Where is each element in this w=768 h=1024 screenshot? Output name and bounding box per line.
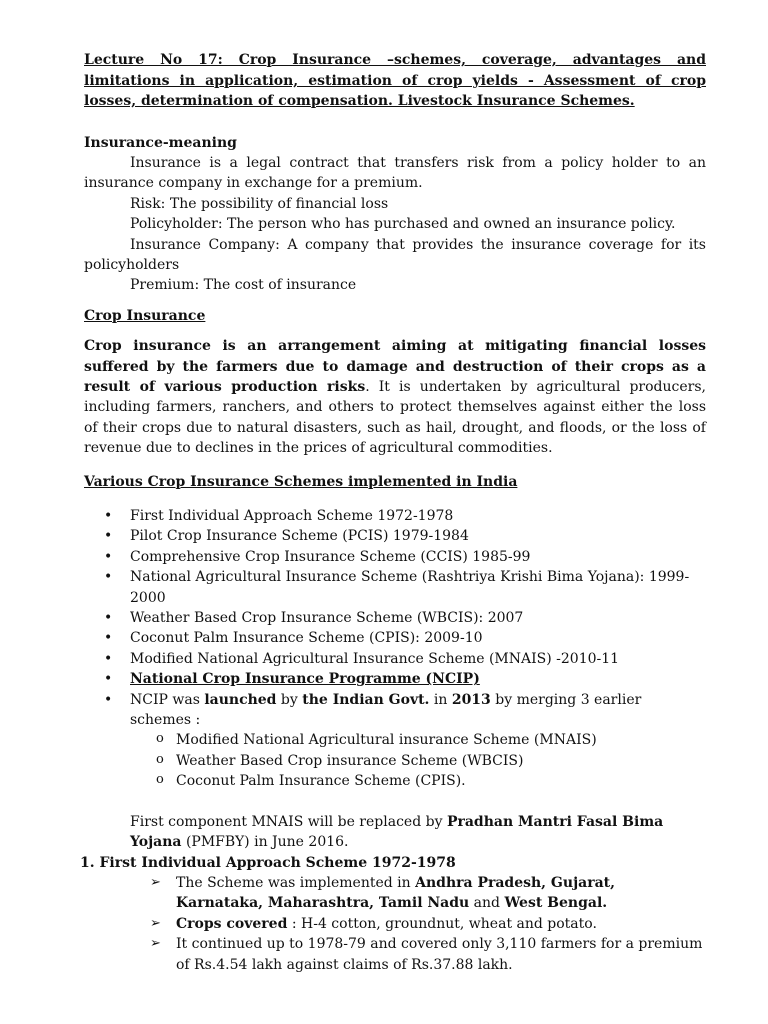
- scheme-item: Modified National Agricultural Insurance Scheme (MNAIS) -2010-11: [130, 650, 620, 667]
- bullet-icon: •: [104, 650, 113, 667]
- merged-scheme-item: Coconut Palm Insurance Scheme (CPIS).: [176, 773, 466, 790]
- scheme-item: National Agricultural Insurance Scheme (Rashtriya Krishi Bima Yojana): 1999-2000: [130, 569, 690, 606]
- ncip-govt: the Indian Govt.: [302, 691, 430, 708]
- ncip-text: by merging 3 earlier schemes :: [130, 691, 642, 729]
- item-text: The Scheme was implemented in: [176, 874, 416, 891]
- lecture-title: Lecture No 17: Crop Insurance –schemes, coverage, advantages and limitations in application, estimation of crop yields - Assessment of crop losses, determination of compensation. Livestock Insurance Schemes.: [84, 52, 706, 109]
- policyholder-definition: Policyholder: The person who has purchased and owned an insurance policy.: [130, 216, 676, 233]
- pmfby-name: Pradhan Mantri Fasal Bima Yojana: [130, 813, 664, 851]
- arrow-bullet-icon: ➢: [150, 874, 161, 890]
- crops-covered-text: : H-4 cotton, groundnut, wheat and potato.: [287, 915, 597, 932]
- list-item: [84, 547, 706, 567]
- mnais-note: [84, 812, 706, 853]
- arrow-bullet-icon: ➢: [150, 936, 161, 952]
- bullet-icon: •: [104, 508, 113, 524]
- coverage-text: It continued up to 1978-79 and covered only 3,110 farmers for a premium of Rs.4.54 lakh against claims of Rs.37.88 lakh.: [176, 936, 703, 973]
- mnais-note-text: First component MNAIS will be replaced by: [130, 813, 447, 830]
- list-item: [84, 649, 706, 669]
- scheme-item: Weather Based Crop Insurance Scheme (WBCIS): 2007: [130, 610, 524, 627]
- risk-definition: Risk: The possibility of financial loss: [130, 195, 389, 212]
- circle-bullet-icon: o: [156, 772, 164, 788]
- list-item: [84, 567, 706, 608]
- list-item: [84, 934, 706, 975]
- premium-definition: Premium: The cost of insurance: [130, 277, 357, 294]
- list-item: [84, 526, 706, 546]
- scheme-list: [84, 506, 706, 669]
- crop-insurance-heading: Crop Insurance: [84, 307, 206, 324]
- section1-heading: 1. First Individual Approach Scheme 1972-1978: [80, 854, 456, 871]
- list-item: [84, 506, 706, 526]
- list-item: [84, 873, 706, 914]
- item-text: and: [469, 895, 505, 912]
- scheme-item: Pilot Crop Insurance Scheme (PCIS) 1979-1984: [130, 528, 469, 545]
- crop-insurance-paragraph: [84, 336, 706, 458]
- merged-schemes-list: [84, 730, 706, 791]
- list-item: [84, 669, 706, 689]
- scheme-item: Coconut Palm Insurance Scheme (CPIS): 2009-10: [130, 630, 483, 647]
- document-page: [80, 50, 706, 975]
- bullet-icon: •: [104, 569, 113, 586]
- bullet-icon: •: [104, 691, 113, 708]
- insurance-definition: Insurance is a legal contract that transfers risk from a policy holder to an insurance company in exchange for a premium.: [84, 154, 706, 192]
- list-item: [84, 608, 706, 628]
- list-item: [84, 771, 706, 791]
- circle-bullet-icon: o: [156, 751, 164, 767]
- bullet-icon: •: [104, 610, 113, 627]
- schemes-heading: Various Crop Insurance Schemes implemented in India: [84, 473, 518, 490]
- bullet-icon: •: [104, 528, 113, 545]
- states-list: Andhra Pradesh, Gujarat, Karnataka, Maharashtra, Tamil Nadu: [176, 874, 615, 912]
- ncip-list: [84, 669, 706, 730]
- list-item: [84, 628, 706, 648]
- ncip-text: by: [276, 691, 303, 708]
- crop-insurance-rest-text: . It is undertaken by agricultural producers, including farmers, ranchers, and others to protect themselves against either the loss of their crops due to natural disasters, such as hail, drought, and floods, or the loss of revenue due to declines in the prices of agricultural commodities.: [84, 378, 706, 457]
- merged-scheme-item: Weather Based Crop insurance Scheme (WBCIS): [176, 752, 524, 769]
- bullet-icon: •: [104, 671, 113, 688]
- list-item: [84, 690, 706, 731]
- bullet-icon: •: [104, 630, 113, 647]
- scheme-item: Comprehensive Crop Insurance Scheme (CCIS) 1985-99: [130, 548, 531, 565]
- ncip-heading: National Crop Insurance Programme (NCIP): [130, 671, 480, 688]
- state-west-bengal: West Bengal.: [504, 895, 608, 912]
- crop-insurance-bold-text: Crop insurance is an arrangement aiming at mitigating financial losses suffered by the farmers due to damage and destruction of their crops as a result of various production risks: [84, 338, 706, 395]
- insurance-meaning-heading: Insurance-meaning: [84, 134, 237, 151]
- merged-scheme-item: Modified National Agricultural insurance Scheme (MNAIS): [176, 732, 597, 749]
- mnais-note-text: (PMFBY) in June 2016.: [181, 834, 349, 851]
- crops-covered-label: Crops covered: [176, 915, 288, 932]
- circle-bullet-icon: o: [156, 731, 164, 747]
- arrow-bullet-icon: ➢: [150, 915, 161, 931]
- ncip-text: NCIP was: [130, 691, 205, 708]
- list-item: [84, 914, 706, 934]
- ncip-year: 2013: [451, 691, 491, 708]
- scheme-item: First Individual Approach Scheme 1972-1978: [130, 508, 454, 524]
- ncip-text: in: [429, 691, 452, 708]
- section1-list: [84, 873, 706, 975]
- list-item: [84, 730, 706, 750]
- insurance-company-definition: Insurance Company: A company that provides the insurance coverage for its policyholders: [84, 236, 706, 273]
- bullet-icon: •: [104, 548, 113, 565]
- ncip-launched: launched: [204, 691, 277, 708]
- list-item: [84, 751, 706, 771]
